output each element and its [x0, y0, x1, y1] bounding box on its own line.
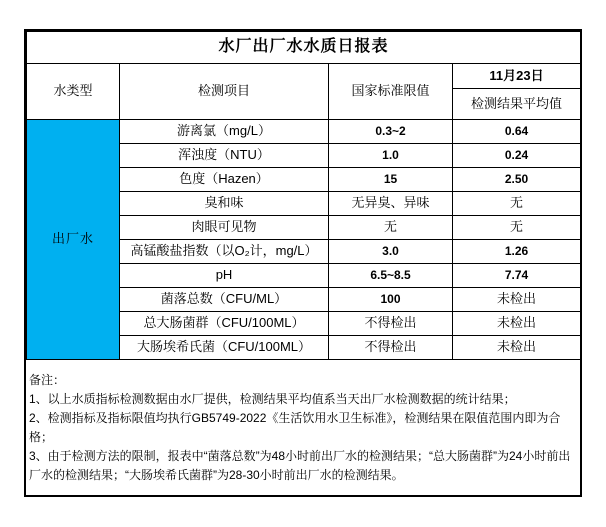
test-item-cell: 色度（Hazen） — [120, 168, 329, 192]
result-cell: 未检出 — [453, 288, 581, 312]
column-header-result-average: 检测结果平均值 — [453, 89, 581, 120]
result-cell: 未检出 — [453, 312, 581, 336]
limit-cell: 6.5~8.5 — [329, 264, 453, 288]
page-title: 水厂出厂水水质日报表 — [27, 32, 581, 64]
test-item-cell: 臭和味 — [120, 192, 329, 216]
test-item-cell: 大肠埃希氏菌（CFU/100ML） — [120, 336, 329, 360]
result-cell: 1.26 — [453, 240, 581, 264]
result-cell: 无 — [453, 216, 581, 240]
test-item-cell: 肉眼可见物 — [120, 216, 329, 240]
result-cell: 7.74 — [453, 264, 581, 288]
result-cell: 0.64 — [453, 120, 581, 144]
water-type-cell: 出厂水 — [27, 120, 120, 360]
limit-cell: 无 — [329, 216, 453, 240]
limit-cell: 不得检出 — [329, 336, 453, 360]
test-item-cell: 游离氯（mg/L） — [120, 120, 329, 144]
limit-cell: 不得检出 — [329, 312, 453, 336]
header-row-top — [27, 64, 581, 89]
note-item-2: 2、检测指标及指标限值均执行GB5749-2022《生活饮用水卫生标准》，检测结果在限值范围内即为合格； — [29, 411, 561, 444]
notes-label: 备注： — [29, 373, 66, 387]
result-cell: 0.24 — [453, 144, 581, 168]
test-item-cell: 浑浊度（NTU） — [120, 144, 329, 168]
table-row — [27, 120, 581, 144]
column-header-standard-limit: 国家标准限值 — [329, 64, 453, 120]
water-quality-table — [26, 31, 581, 360]
table-body — [27, 120, 581, 360]
test-item-cell: 高锰酸盐指数（以O₂计，mg/L） — [120, 240, 329, 264]
test-item-cell: 菌落总数（CFU/ML） — [120, 288, 329, 312]
note-item-3: 3、由于检测方法的限制，报表中“菌落总数”为48小时前出厂水的检测结果；“总大肠菌群”为24小时前出厂水的检测结果；“大肠埃希氏菌群”为28-30小时前出厂水的检测结果。 — [29, 449, 571, 482]
report-date: 11月23日 — [453, 64, 581, 89]
test-item-cell: pH — [120, 264, 329, 288]
column-header-test-item: 检测项目 — [120, 64, 329, 120]
limit-cell: 1.0 — [329, 144, 453, 168]
limit-cell: 无异臭、异味 — [329, 192, 453, 216]
note-item-1: 1、以上水质指标检测数据由水厂提供，检测结果平均值系当天出厂水检测数据的统计结果； — [29, 392, 516, 406]
notes-section — [26, 360, 580, 493]
result-cell: 2.50 — [453, 168, 581, 192]
title-row — [27, 32, 581, 64]
column-header-water-type: 水类型 — [27, 64, 120, 120]
result-cell: 无 — [453, 192, 581, 216]
limit-cell: 3.0 — [329, 240, 453, 264]
limit-cell: 100 — [329, 288, 453, 312]
test-item-cell: 总大肠菌群（CFU/100ML） — [120, 312, 329, 336]
result-cell: 未检出 — [453, 336, 581, 360]
limit-cell: 15 — [329, 168, 453, 192]
limit-cell: 0.3~2 — [329, 120, 453, 144]
water-quality-report — [24, 29, 582, 497]
